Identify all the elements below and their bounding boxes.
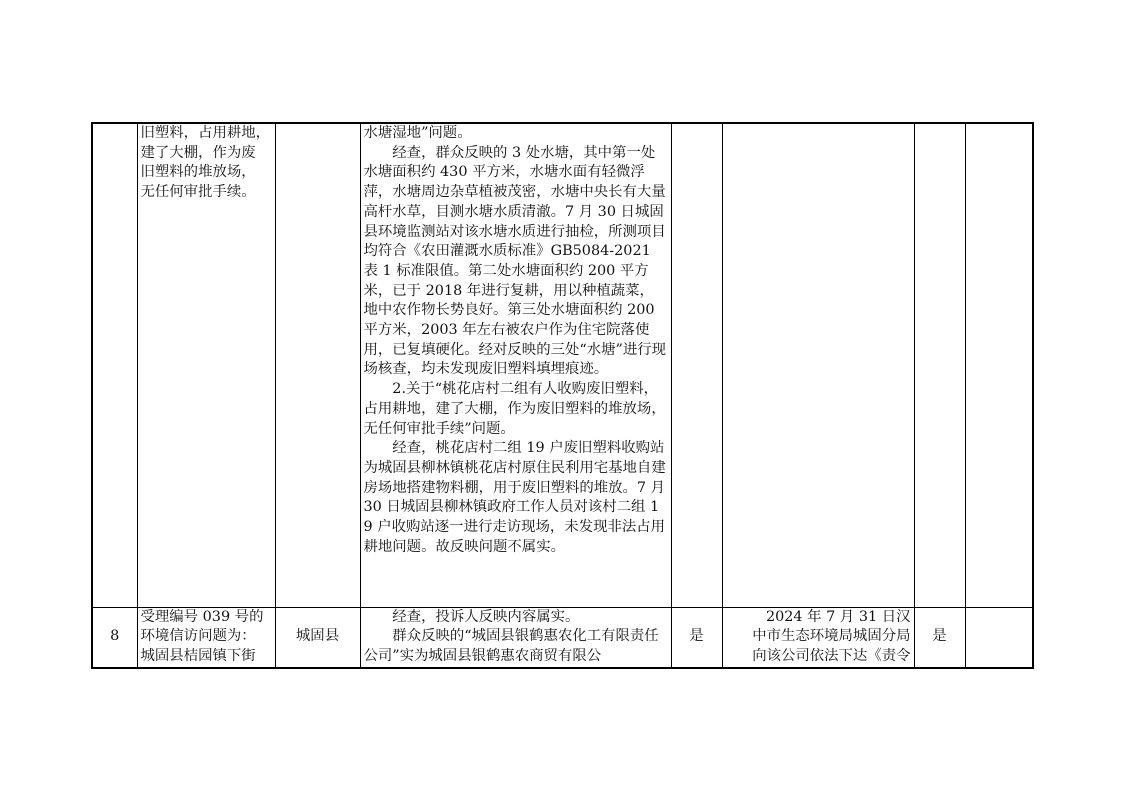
issue-cell (137, 123, 275, 607)
row-index-cell (92, 123, 137, 607)
region-cell (275, 123, 360, 607)
handling-line: 中市生态环境局城固分局 (752, 628, 911, 645)
issue-cell (137, 607, 275, 668)
issue-line: 建了大棚，作为废 (140, 144, 256, 161)
findings-paragraph: 水塘湿地”问题。 (363, 125, 472, 141)
issue-line: 无任何审批手续。 (140, 184, 256, 201)
verified-cell (671, 123, 722, 607)
findings-cell (360, 607, 671, 668)
handling-line: 向该公司依法下达《责令 (752, 647, 911, 664)
findings-paragraph: 群众反映的“城固县银鹤惠农化工有限责任公司”实为城固县银鹤惠农商贸有限公 (363, 628, 659, 664)
region-cell: 城固县 (275, 607, 360, 668)
accountability-cell (914, 123, 965, 607)
handling-line: 2024 年 7 月 31 日汉 (765, 608, 911, 625)
findings-paragraph: 2.关于“桃花店村二组有人收购废旧塑料，占用耕地，建了大棚，作为废旧塑料的堆放场，无任何审批手续”问题。 (363, 381, 666, 437)
findings-paragraph: 经查，投诉人反映内容属实。 (392, 608, 580, 625)
handling-cell (722, 123, 914, 607)
row-index-cell: 8 (92, 607, 137, 668)
record-table (91, 122, 1034, 669)
extra-cell (965, 123, 1033, 607)
table-row (92, 123, 1033, 607)
issue-line: 环境信访问题为： (140, 628, 256, 645)
issue-line: 城固县桔园镇下街 (140, 647, 256, 664)
issue-line: 旧塑料的堆放场， (140, 164, 256, 181)
accountability-cell: 是 (914, 607, 965, 668)
findings-cell (360, 123, 671, 607)
extra-cell (965, 607, 1033, 668)
issue-line: 受理编号 039 号的 (140, 608, 264, 625)
findings-paragraph: 经查，桃花店村二组 19 户废旧塑料收购站为城固县柳林镇桃花店村原住民利用宅基地自建房场地搭建物料棚，用于废旧塑料的堆放。7 月 30 日城固县柳林镇政府工作人员对该村二组 19 户收购站逐一进行走访现场，未发现非法占用耕地问题。故反映问题不属实。 (363, 440, 666, 555)
verified-cell: 是 (671, 607, 722, 668)
issue-line: 旧塑料，占用耕地， (140, 125, 271, 141)
handling-cell (722, 607, 914, 668)
table-row (92, 607, 1033, 668)
findings-paragraph: 经查，群众反映的 3 处水塘，其中第一处水塘面积约 430 平方米，水塘水面有轻微浮萍，水塘周边杂草植被茂密，水塘中央长有大量高杆水草，目测水塘水质清澈。7 月 30 日城固县环境监测站对该水塘水质进行抽检，所测项目均符合《农田灌溉水质标准》GB5084-2021 表 1 标准限值。第二处水塘面积约 200 平方米，已于 2018 年进行复耕，用以种植蔬菜，地中农作物长势良好。第三处水塘面积约 200 平方米，2003 年左右被农户作为住宅院落使用，已复填硬化。经对反映的三处“水塘”进行现场核查，均未发现废旧塑料填埋痕迹。 (363, 144, 667, 378)
